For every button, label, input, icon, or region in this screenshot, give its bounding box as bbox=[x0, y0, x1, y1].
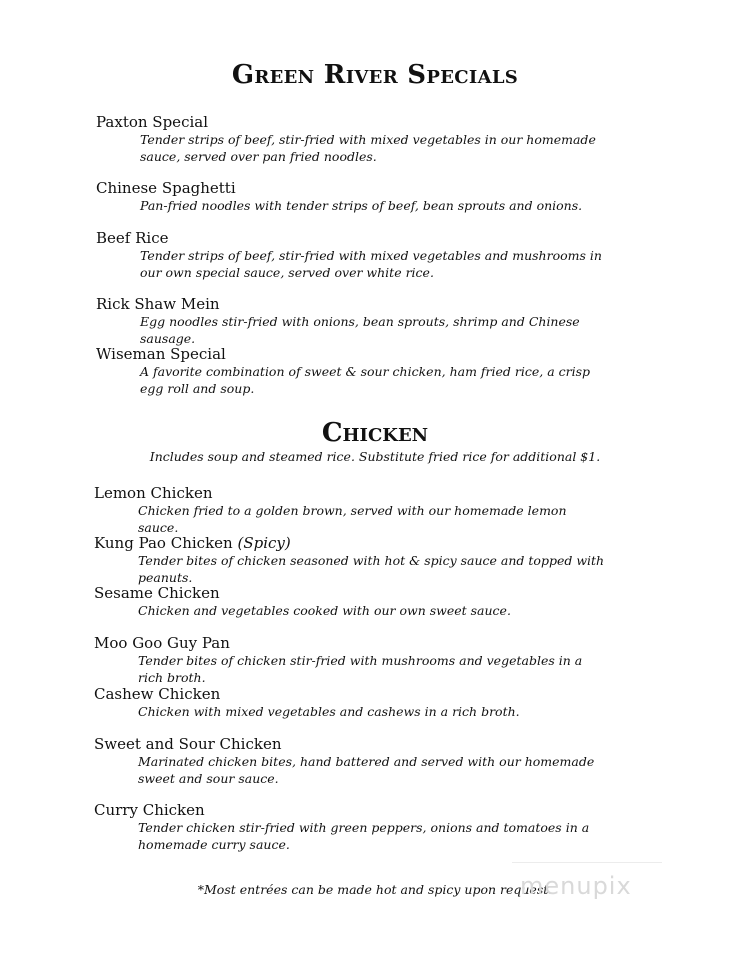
menu-item bbox=[96, 294, 656, 347]
watermark-divider bbox=[512, 862, 662, 863]
item-description: Tender strips of beef, stir-fried with mixed vegetables and mushrooms in our own special sauce, served over white rice. bbox=[140, 248, 602, 280]
menu-item bbox=[94, 483, 654, 536]
item-name: Wiseman Special bbox=[96, 345, 226, 363]
item-name: Rick Shaw Mein bbox=[96, 295, 220, 313]
item-name: Sweet and Sour Chicken bbox=[94, 735, 282, 753]
item-name: Kung Pao Chicken bbox=[94, 534, 233, 552]
section-title-chicken: Chicken bbox=[321, 418, 429, 448]
item-name: Beef Rice bbox=[96, 229, 169, 247]
menu-item bbox=[94, 633, 654, 686]
menu-item bbox=[96, 112, 656, 165]
spicy-note: (Spicy) bbox=[237, 534, 291, 552]
menu-item bbox=[96, 178, 656, 215]
item-description: Tender bites of chicken seasoned with hot & spicy sauce and topped with peanuts. bbox=[138, 553, 605, 585]
menu-item bbox=[94, 734, 654, 787]
menu-item bbox=[96, 228, 656, 281]
item-name: Lemon Chicken bbox=[94, 484, 213, 502]
item-description: Chicken fried to a golden brown, served with our homemade lemon sauce. bbox=[138, 503, 567, 535]
item-name: Paxton Special bbox=[96, 113, 209, 131]
footer-note: *Most entrées can be made hot and spicy upon request. bbox=[197, 882, 553, 897]
item-name: Sesame Chicken bbox=[94, 584, 220, 602]
menu-item bbox=[94, 800, 654, 853]
item-description: Tender strips of beef, stir-fried with mixed vegetables in our homemade sauce, served over pan fried noodles. bbox=[140, 132, 596, 164]
item-description: Pan-fried noodles with tender strips of beef, bean sprouts and onions. bbox=[140, 198, 583, 213]
menu-item bbox=[94, 533, 654, 586]
item-name: Curry Chicken bbox=[94, 801, 205, 819]
item-description: Chicken and vegetables cooked with our own sweet sauce. bbox=[138, 603, 511, 618]
section-note: Includes soup and steamed rice. Substitute fried rice for additional $1. bbox=[149, 449, 601, 464]
section-title-specials: Green River Specials bbox=[231, 60, 519, 90]
item-name-row bbox=[94, 533, 654, 553]
item-description: Chicken with mixed vegetables and cashews in a rich broth. bbox=[138, 704, 520, 719]
item-description: Tender chicken stir-fried with green peppers, onions and tomatoes in a homemade curry sauce. bbox=[138, 820, 590, 852]
item-name: Cashew Chicken bbox=[94, 685, 221, 703]
item-name: Moo Goo Guy Pan bbox=[94, 634, 230, 652]
item-description: A favorite combination of sweet & sour chicken, ham fried rice, a crisp egg roll and soup. bbox=[140, 364, 591, 396]
item-description: Egg noodles stir-fried with onions, bean sprouts, shrimp and Chinese sausage. bbox=[140, 314, 580, 346]
item-description: Tender bites of chicken stir-fried with mushrooms and vegetables in a rich broth. bbox=[138, 653, 583, 685]
watermark-logo: menupix bbox=[520, 872, 632, 900]
menu-item bbox=[94, 684, 654, 721]
item-name: Chinese Spaghetti bbox=[96, 179, 236, 197]
menu-item bbox=[96, 344, 656, 397]
item-description: Marinated chicken bites, hand battered and served with our homemade sweet and sour sauce. bbox=[138, 754, 595, 786]
menu-item bbox=[94, 583, 654, 620]
